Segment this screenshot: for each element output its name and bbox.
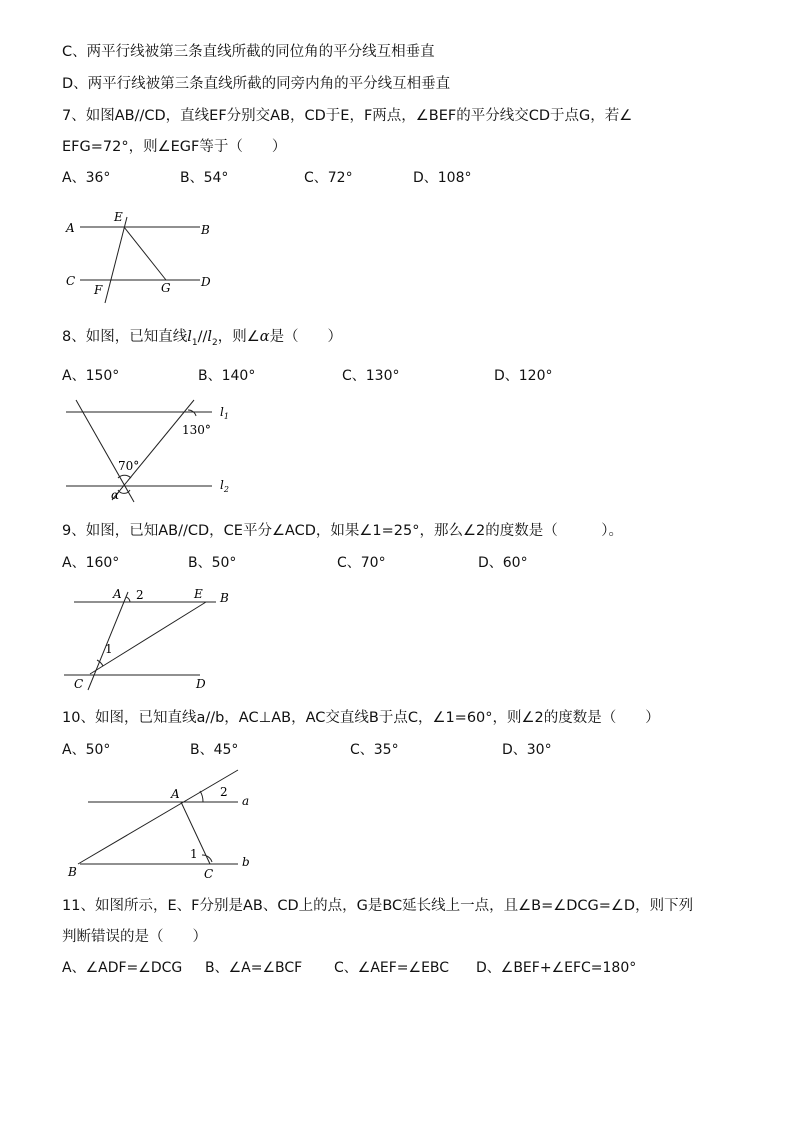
q10-option-d: D、30° (502, 742, 552, 758)
q10-option-c: C、35° (350, 742, 399, 758)
q8-figure (60, 398, 240, 506)
q8-label-l2: $l_2$ (220, 478, 229, 494)
q8-alpha: α (259, 329, 270, 345)
q9-option-c: C、70° (337, 555, 386, 571)
q8-label-l1: $l_1$ (220, 405, 229, 421)
q10-option-a: A、50° (62, 742, 111, 758)
q11-option-c: C、∠AEF=∠EBC (334, 960, 450, 976)
q7-stem-line2: EFG=72°，则∠EGF等于（ ） (62, 139, 287, 155)
q10-label-b-line: b (242, 855, 250, 869)
q7-stem-line1: 7、如图AB//CD，直线EF分别交AB，CD于E，F两点，∠BEF的平分线交CD于点G，若∠ (62, 108, 633, 124)
q8-option-c: C、130° (342, 368, 400, 384)
q9-label-2: 2 (136, 588, 144, 602)
q9-stem: 9、如图，已知AB//CD，CE平分∠ACD，如果∠1=25°，那么∠2的度数是（ ）。 (62, 523, 623, 539)
q9-option-a: A、160° (62, 555, 120, 571)
q7-label-d: D (201, 275, 211, 289)
q7-label-c: C (66, 274, 76, 288)
q7-label-e: E (114, 210, 123, 224)
q10-arc-2 (200, 791, 203, 802)
q9-label-c: C (74, 677, 84, 691)
q8-option-a: A、150° (62, 368, 120, 384)
q8-stem-mid: ，则∠ (217, 329, 260, 345)
q10-stem: 10、如图，已知直线a//b，AC⊥AB，AC交直线B于点C，∠1=60°，则∠2的度数是（ ） (62, 710, 660, 726)
q7-label-b: B (201, 223, 210, 237)
q7-label-a: A (66, 221, 75, 235)
q7-line-ef (105, 217, 127, 303)
q9-option-d: D、60° (478, 555, 528, 571)
q10-line-ba (78, 770, 238, 864)
q8-label-alpha: α (111, 488, 120, 502)
q9-label-1: 1 (105, 642, 113, 656)
q9-option-b: B、50° (188, 555, 237, 571)
q8-arc-130 (188, 410, 196, 416)
q10-label-a-point: A (171, 787, 180, 801)
q11-stem-line2: 判断错误的是（ ） (62, 929, 207, 945)
q10-label-c: C (204, 867, 214, 881)
q7-option-d: D、108° (413, 170, 472, 186)
q8-line-left (76, 400, 134, 502)
q10-option-b: B、45° (190, 742, 239, 758)
q8-option-d: D、120° (494, 368, 553, 384)
q8-label-70: 70° (118, 459, 140, 473)
q7-option-a: A、36° (62, 170, 111, 186)
q8-parallel: // (197, 329, 208, 345)
q10-label-b-point: B (68, 865, 77, 879)
q8-l1: l (187, 329, 192, 345)
q11-stem-line1: 11、如图所示，E、F分别是AB、CD上的点，G是BC延长线上一点，且∠B=∠DCG=∠D，则下列 (62, 898, 694, 914)
q7-figure (60, 205, 220, 305)
q7-bisector-eg (124, 227, 166, 280)
q9-label-d: D (196, 677, 206, 691)
q10-label-a-line: a (242, 794, 250, 808)
q9-label-e: E (194, 587, 203, 601)
q8-line-right (112, 400, 194, 500)
q11-option-a: A、∠ADF=∠DCG (62, 960, 183, 976)
q8-label-130: 130° (182, 423, 211, 437)
q6-option-c: C、两平行线被第三条直线所截的同位角的平分线互相垂直 (62, 44, 435, 60)
q7-option-c: C、72° (304, 170, 353, 186)
q7-option-b: B、54° (180, 170, 229, 186)
q9-label-a: A (113, 587, 122, 601)
q10-label-2: 2 (220, 785, 228, 799)
q9-arc-2 (126, 597, 130, 602)
q7-label-f: F (94, 283, 103, 297)
q8-stem (62, 327, 342, 353)
q9-line-ce (90, 602, 206, 674)
q11-option-d: D、∠BEF+∠EFC=180° (476, 960, 637, 976)
q10-figure (60, 764, 260, 882)
q8-l2: l (207, 329, 213, 345)
q8-stem-post: 是（ ） (269, 329, 343, 345)
q9-figure (60, 582, 240, 694)
q8-stem-pre: 8、如图，已知直线 (62, 329, 188, 345)
q8-option-b: B、140° (198, 368, 256, 384)
q8-l2-sub: 2 (212, 337, 218, 348)
q11-option-b: B、∠A=∠BCF (205, 960, 303, 976)
q8-l1-sub: 1 (191, 337, 198, 348)
q9-label-b: B (220, 591, 229, 605)
q6-option-d: D、两平行线被第三条直线所截的同旁内角的平分线互相垂直 (62, 76, 451, 92)
q7-label-g: G (161, 281, 171, 295)
q10-label-1: 1 (190, 847, 198, 861)
